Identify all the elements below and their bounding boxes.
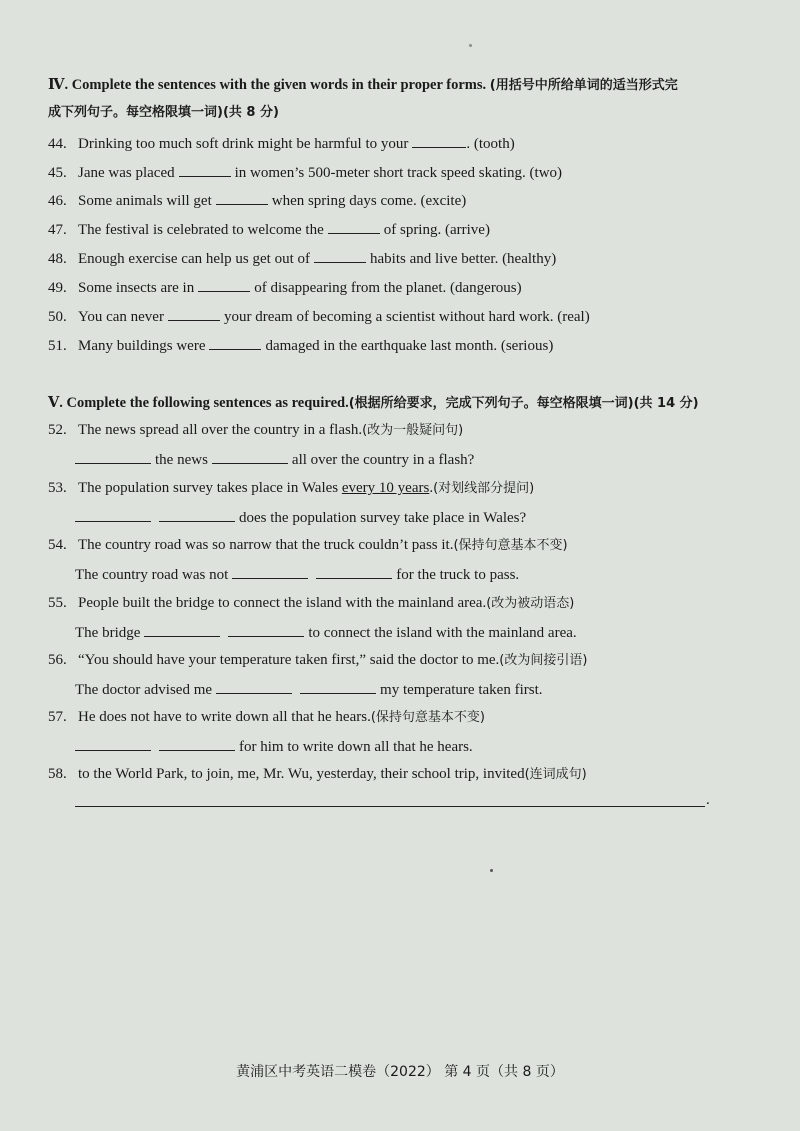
answer-blank[interactable]: [300, 679, 376, 694]
answer-blank[interactable]: [209, 335, 261, 350]
section-5-heading: Ⅴ. Complete the following sentences as required.(根据所给要求，完成下列句子。每空格限填一词)(共 14 分): [48, 395, 699, 411]
page-footer: 黄浦区中考英语二模卷（2022） 第 4 页（共 8 页）: [236, 1064, 564, 1080]
answer-blank[interactable]: [314, 248, 366, 263]
answer-blank[interactable]: [75, 507, 151, 522]
answer-blank[interactable]: [412, 133, 466, 148]
answer-blank[interactable]: [75, 449, 151, 464]
question-55-answer: The bridge to connect the island with the mainland area.: [75, 622, 577, 643]
underlined-phrase: every 10 years: [341, 480, 430, 496]
question-57: 57. He does not have to write down all that he hears.(保持句意基本不变): [48, 709, 485, 725]
answer-period: .: [706, 792, 710, 808]
answer-blank[interactable]: [144, 622, 220, 637]
question-52: 52. The news spread all over the country in a flash.(改为一般疑问句): [48, 422, 464, 438]
question-55: 55. People built the bridge to connect the island with the mainland area.(改为被动语态): [48, 595, 575, 611]
answer-blank[interactable]: [328, 219, 380, 234]
question-47: 47. The festival is celebrated to welcome the of spring. (arrive): [48, 219, 490, 240]
answer-blank[interactable]: [216, 679, 292, 694]
question-48: 48. Enough exercise can help us get out of habits and live better. (healthy): [48, 248, 556, 269]
answer-blank[interactable]: [316, 564, 392, 579]
section-4-heading: Ⅳ. Complete the sentences with the given words in their proper forms. (用括号中所给单词的适当形式完 成下列句子。每空格限填一词)(共 8 分): [48, 77, 678, 120]
answer-blank[interactable]: [159, 736, 235, 751]
question-54-answer: The country road was not for the truck to pass.: [75, 564, 519, 585]
question-45: 45. Jane was placed in women’s 500-meter short track speed skating. (two): [48, 162, 562, 183]
question-57-answer: for him to write down all that he hears.: [75, 736, 473, 757]
answer-blank[interactable]: [212, 449, 288, 464]
answer-blank[interactable]: [168, 306, 220, 321]
question-58: 58. to the World Park, to join, me, Mr. Wu, yesterday, their school trip, invited(连词成句): [48, 766, 587, 782]
question-46: 46. Some animals will get when spring days come. (excite): [48, 190, 466, 211]
question-54: 54. The country road was so narrow that the truck couldn’t pass it.(保持句意基本不变): [48, 537, 568, 553]
sentence-answer-line[interactable]: [75, 805, 705, 807]
answer-blank[interactable]: [216, 190, 268, 205]
question-56-answer: The doctor advised me my temperature taken first.: [75, 679, 542, 700]
answer-blank[interactable]: [198, 277, 250, 292]
question-50: 50. You can never your dream of becoming a scientist without hard work. (real): [48, 306, 590, 327]
answer-blank[interactable]: [159, 507, 235, 522]
paper-speck: [490, 869, 493, 872]
answer-blank[interactable]: [228, 622, 304, 637]
question-44: 44. Drinking too much soft drink might be harmful to your . (tooth): [48, 133, 515, 154]
answer-blank[interactable]: [179, 162, 231, 177]
question-56: 56. “You should have your temperature taken first,” said the doctor to me.(改为间接引语): [48, 652, 588, 668]
answer-blank[interactable]: [75, 736, 151, 751]
paper-speck: [469, 44, 472, 47]
question-51: 51. Many buildings were damaged in the earthquake last month. (serious): [48, 335, 553, 356]
question-53-answer: does the population survey take place in Wales?: [75, 507, 526, 528]
question-49: 49. Some insects are in of disappearing from the planet. (dangerous): [48, 277, 522, 298]
answer-blank[interactable]: [232, 564, 308, 579]
question-52-answer: the news all over the country in a flash?: [75, 449, 474, 470]
question-53: 53. The population survey takes place in Wales every 10 years.(对划线部分提问): [48, 480, 535, 496]
